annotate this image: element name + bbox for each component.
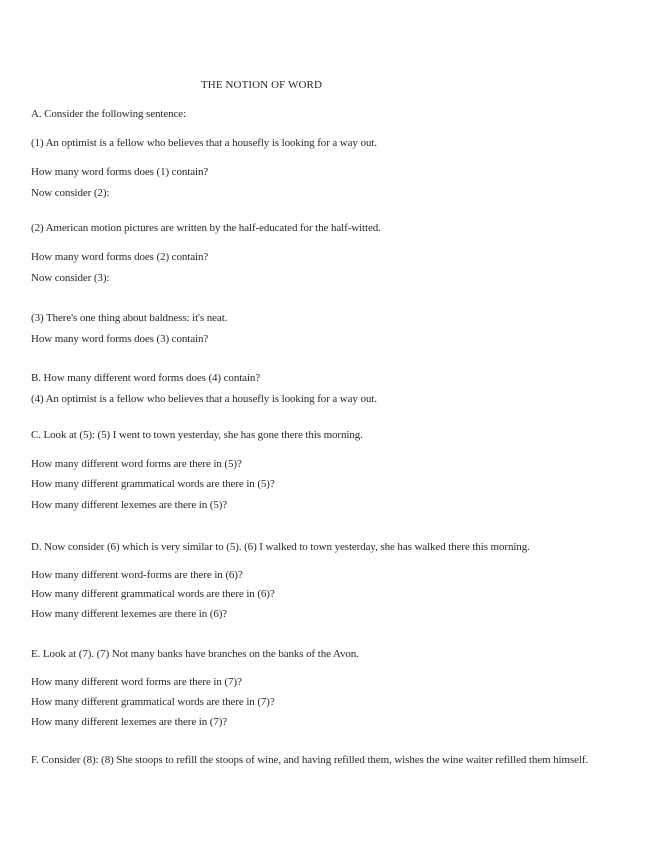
- prompt-3: Now consider (3):: [31, 272, 110, 284]
- question-2: How many word forms does (2) contain?: [31, 251, 209, 263]
- example-3: (3) There's one thing about baldness: it's neat.: [31, 312, 228, 324]
- section-a-heading: A. Consider the following sentence:: [31, 108, 187, 120]
- prompt-2: Now consider (2):: [31, 187, 110, 199]
- question-5-word-forms: How many different word forms are there in (5)?: [31, 458, 242, 470]
- section-c-heading: C. Look at (5): (5) I went to town yesterday, she has gone there this morning.: [31, 429, 363, 441]
- section-f-heading: F. Consider (8): (8) She stoops to refill the stoops of wine, and having refilled them, wishes the wine waiter refilled them himself.: [31, 754, 589, 766]
- section-e-heading: E. Look at (7). (7) Not many banks have branches on the banks of the Avon.: [31, 648, 359, 660]
- section-d-heading: D. Now consider (6) which is very similar to (5). (6) I walked to town yesterday, she has walked there this morning.: [31, 541, 530, 553]
- example-4: (4) An optimist is a fellow who believes that a housefly is looking for a way out.: [31, 393, 377, 405]
- question-7-lexemes: How many different lexemes are there in (7)?: [31, 716, 228, 728]
- page-title: THE NOTION OF WORD: [200, 79, 323, 91]
- question-6-word-forms: How many different word-forms are there in (6)?: [31, 569, 243, 581]
- section-b-heading: B. How many different word forms does (4) contain?: [31, 372, 261, 384]
- example-1: (1) An optimist is a fellow who believes that a housefly is looking for a way out.: [31, 137, 377, 149]
- question-1: How many word forms does (1) contain?: [31, 166, 209, 178]
- question-6-grammatical-words: How many different grammatical words are there in (6)?: [31, 588, 275, 600]
- question-5-lexemes: How many different lexemes are there in (5)?: [31, 499, 228, 511]
- question-7-grammatical-words: How many different grammatical words are there in (7)?: [31, 696, 275, 708]
- question-3: How many word forms does (3) contain?: [31, 333, 209, 345]
- question-6-lexemes: How many different lexemes are there in (6)?: [31, 608, 228, 620]
- example-2: (2) American motion pictures are written by the half-educated for the half-witted.: [31, 222, 381, 234]
- question-5-grammatical-words: How many different grammatical words are there in (5)?: [31, 478, 275, 490]
- question-7-word-forms: How many different word forms are there in (7)?: [31, 676, 242, 688]
